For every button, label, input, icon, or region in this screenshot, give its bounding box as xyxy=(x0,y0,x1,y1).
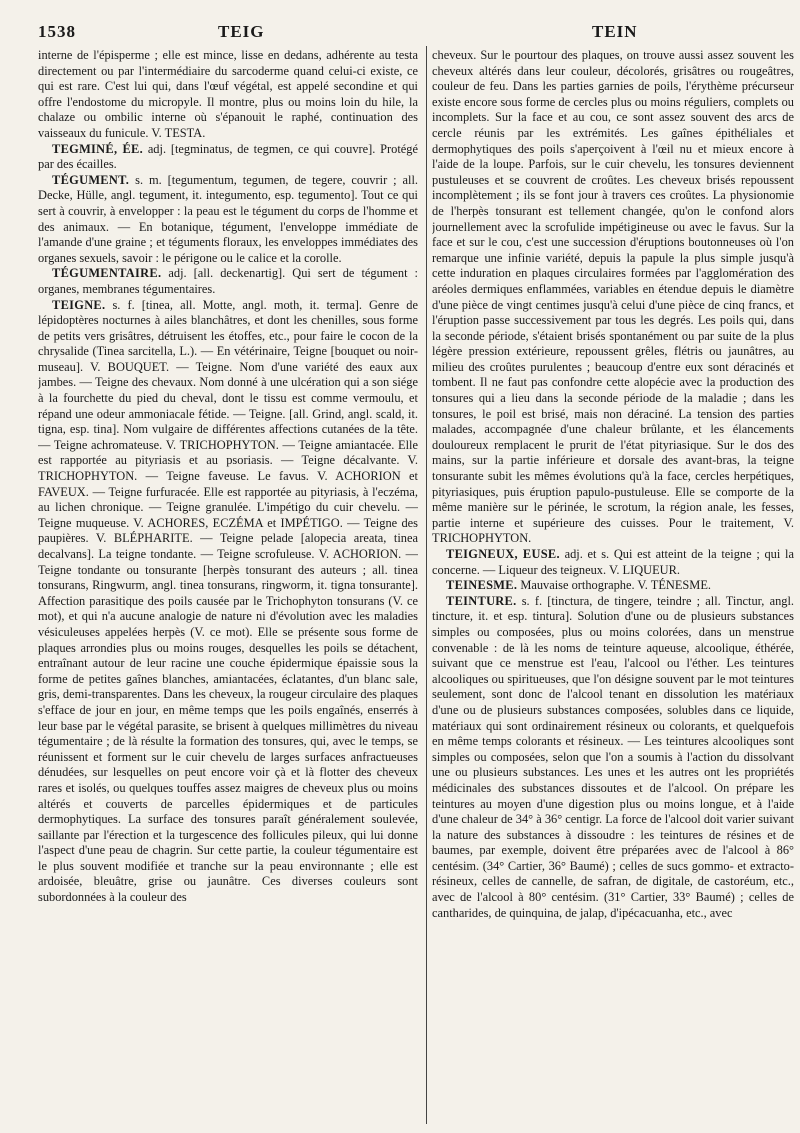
right-column xyxy=(432,48,794,1126)
entry-body: adj. [tegminatus, de tegmen, ce qui couvre]. Protégé par des écailles. xyxy=(38,141,418,172)
page-number: 1538 xyxy=(38,22,76,41)
entry-headword: TEIGNEUX, EUSE. xyxy=(446,547,560,561)
entry-body: adj. et s. Qui est atteint de la teigne ; qui la concerne. — Liqueur des teigneux. V. LIQUEUR. xyxy=(432,547,794,577)
entry-headword: TÉGUMENT. xyxy=(52,172,130,187)
entry-body: s. f. [tinea, all. Motte, angl. moth, it. terma]. Genre de lépidoptères nocturnes à ailes blanchâtres, et dont les chenilles, sous forme de petits vers grisâtres, détruisent les étoffes, etc., pour faire le cocon de la chrysalide (Tinea sarcitella, L.). — En vétérinaire, Teigne [bouquet ou noir-museau]. V. BOUQUET. — Teigne. Nom d'une variété des eaux aux jambes. — Teigne des chevaux. Nom donné à une ulcération qui a son siége à la fourchette du pied du cheval, dont le tissu est comme vermoulu, et répand une odeur ammoniacale fétide. — Teigne. [all. Grind, angl. scald, it. tigna, esp. tina]. Nom vulgaire de différentes affections cutanées de la tête. — Teigne achromateuse. V. TRICHOPHYTON. — Teigne amiantacée. Elle est rapportée au pityriasis et au psoriasis. — Teigne décalvante. V. TRICHOPHYTON. — Teigne faveuse. Le favus. V. ACHORION et FAVEUX. — Teigne furfuracée. Elle est rapportée au pityriasis, à l'eczéma, au lichen chronique. — Teigne granulée. L'impétigo du cuir chevelu. — Teigne muqueuse. V. ACHORES, ECZÉMA et IMPÉTIGO. — Teigne des paupières. V. BLÉPHARITE. — Teigne pelade [alopecia areata, tinea decalvans]. La teigne tondante. — Teigne scrofuleuse. V. ACHORION. — Teigne tondante ou tonsurante [herpès tonsurant des auteurs ; all. tinea tonsurans, Ringwurm, angl. tinea tonsurans, ringworm, it. tigna tonsurante]. Affection parasitique des poils causée par le Trichophyton tonsurans (V. ce mot), et qui n'a aucune analogie de nature ni d'évolution avec les maladies vésiculeuses appelées herpès (V. ce mot). Elle se présente sous forme de plaques arrondies plus ou moins rouges, desquelles les poils se détachent, entraînant autour de leur racine une couche épidermique épaissie sous la forme de petites gaînes blanches, amiantacées, éclatantes, d'un blanc sale, gris, demi-transparentes. Dans les cheveux, la rougeur circulaire des plaques s'efface de jour en jour, en même temps que les poils engaînés, enserrés à leur base par le végétal parasite, se brisent à quelques millimètres du niveau tégumentaire ; de là résulte la formation des tonsures, qui, avec le temps, se réunissent et forment sur le cuir chevelu de larges surfaces anfractueuses dénudées, sur lesquelles on peut encore voir çà et là flotter des cheveux rares et isolés, ou quelques touffes assez maigres de cheveux plus ou moins altérés et couverts de parcelles épidermiques et de particules dermophytiques. La surface des tonsures paraît généralement soulevée, saillante par l'érection et la turgescence des follicules pileux, qui lui donne l'aspect d'une peau de chagrin. Sur cette partie, la couleur tégumentaire est le plus souvent modifiée et tranche sur la peau environnante ; elle est ardoisée, bleuâtre, grise ou jaunâtre. Ces diverses couleurs sont subordonnées à la couleur des xyxy=(38,297,418,905)
entry-headword: TEINTURE. xyxy=(446,593,517,608)
dictionary-entry xyxy=(432,578,794,594)
entry-body: interne de l'épisperme ; elle est mince, lisse en dedans, adhérente au testa directement ou par l'intermédiaire du sarcoderme quand celui-ci existe, ce qui est rare. C'est lui qui, dans l'œuf végétal, est appelé secondine et qui offre l'endostome du micropyle. Il montre, plus ou moins loin du hile, la chalaze ou ombilic interne où s'épanouit le raphé, continuation des vaisseaux du funicule. V. TESTA. xyxy=(38,48,418,140)
entry-headword: TEIGNE. xyxy=(52,297,106,312)
entry-headword: TÉGUMENTAIRE. xyxy=(52,266,162,281)
dictionary-entry xyxy=(38,142,418,173)
dictionary-entry xyxy=(38,298,418,906)
continuation-paragraph xyxy=(432,48,794,547)
dictionary-entry xyxy=(38,266,418,297)
dictionary-entry xyxy=(432,547,794,578)
left-running-title: TEIG xyxy=(218,22,265,41)
column-divider xyxy=(426,46,427,1124)
left-column xyxy=(38,48,418,1126)
dictionary-entry xyxy=(38,173,418,267)
dictionary-entry xyxy=(432,594,794,921)
entry-headword: TEINESME. xyxy=(446,578,518,593)
running-header xyxy=(0,0,800,46)
entry-headword: TEGMINÉ, ÉE. xyxy=(52,141,144,156)
entry-body: adj. [all. deckenartig]. Qui sert de tégument : organes, membranes tégumentaires. xyxy=(38,266,418,296)
continuation-paragraph xyxy=(38,48,418,142)
entry-body: Mauvaise orthographe. V. TÉNESME. xyxy=(520,578,711,593)
entry-body: s. f. [tinctura, de tingere, teindre ; all. Tinctur, angl. tincture, it. et esp. tintura]. Solution d'une ou de plusieurs substances simples ou composées, plus ou moins colorées, dans un menstrue convenable : de là les noms de teinture aqueuse, alcoolique, éthérée, suivant que ce menstrue est l'eau, l'alcool ou l'éther. Les teintures alcooliques ou spiritueuses, que l'on désigne souvent par le mot teintures seulement, sont donc de l'alcool tenant en dissolution les matériaux d'une ou de plusieurs substances composées, solubles dans ce liquide, matériaux qui sont ordinairement résineux ou colorants, et quelquefois en même temps colorants et résineux. — Les teintures alcooliques sont simples ou composées, selon que l'on a soumis à l'action du dissolvant une ou plusieurs substances. Les unes et les autres ont les propriétés médicinales des substances dissoutes et de l'alcool. On prépare les teintures au moyen d'une digestion plus ou moins longue, et à l'aide d'une chaleur de 34° à 36° centigr. La force de l'alcool doit varier suivant la nature des substances à dissoudre : les teintures de résines et de baumes, par exemple, doivent être préparées avec de l'alcool à 86° centésim. (34° Cartier, 36° Baumé) ; celles de sucs gommo- et extracto-résineux, celles de cannelle, de safran, de digitale, de castoréum, etc., avec de l'alcool à 80° centésim. (31° Cartier, 33° Baumé) ; celles de cantharides, de quinquina, de jalap, d'ipécacuanha, etc., avec xyxy=(432,593,794,920)
entry-body: s. m. [tegumentum, tegumen, de tegere, couvrir ; all. Decke, Hülle, angl. tegument, it. integumento, esp. tegumento]. Tout ce qui sert à couvrir, à envelopper : la peau est le tégument du corps de l'homme et des animaux. — En botanique, tégument, l'enveloppe immédiate de l'amande d'une graine ; et téguments floraux, les enveloppes immédiates des organes sexuels, savoir : le périgone ou le calice et la corolle. xyxy=(38,172,418,265)
right-running-title: TEIN xyxy=(592,22,638,41)
entry-body: cheveux. Sur le pourtour des plaques, on trouve aussi assez souvent les cheveux altérés dans leur couleur, décolorés, grisâtres ou rougeâtres, couleur de feu. Dans les parties garnies de poils, l'érythème précurseur existe encore sous forme de cercles plus ou moins réguliers, complets ou incomplets. Sur la face et au cou, ce sont assez souvent des arcs de cercle réunis par les extrémités. Les gaînes épithéliales et dermophytiques des poils s'aperçoivent à l'œil nu et mieux encore à l'aide de la loupe. Parfois, sur le cuir chevelu, les tonsures deviennent pustuleuses et se couvrent de croûtes. Les cheveux brisés repoussent incomplètement ; ils se font jour à travers ces croûtes. La physionomie de l'herpès tonsurant est tellement changée, qu'on le confond alors journellement avec la scrofulide impétigineuse ou avec le favus. Sur la face et sur le cou, c'est une succession d'éruptions boutonneuses où l'on remarque une infinie variété, depuis la papule la plus simple jusqu'à cette induration en plaques circulaires formées par l'agglomération des aréoles dermiques enflammées, variables en étendue depuis le diamètre d'une pièce de vingt centimes jusqu'à celui d'une pièce de cinq francs, et l'éruption passe successivement par tous les degrés. Les poils qui, dans la seconde période, s'étaient brisés spontanément ou par suite de la plus légère pression extérieure, repoussent grêles, flétris ou jaunâtres, au milieu des croûtes purulentes ; beaucoup d'entre eux sont déracinés et tombent. Il ne faut pas confondre cette alopécie avec la production des tonsures qui a lieu dans la seconde période de la maladie ; dans les tonsures, le poil est brisé, mais non déraciné. La tension des parties malades, accompagnée d'une chaleur brûlante, et les élancements douloureux remplacent le prurit de l'état pityriasique. Sur le dos des mains, sur la partie inférieure et dorsale des avant-bras, la teigne tonsurante subit les mêmes évolutions qu'à la face, cercles herpétiques, pityriasiques, puis éruption papulo-pustuleuse. Elle se comporte de la même manière sur le périnée, le scrotum, la région anale, les fesses, partie interne et supérieure des cuisses. Pour le traitement, V. TRICHOPHYTON. xyxy=(432,48,794,546)
